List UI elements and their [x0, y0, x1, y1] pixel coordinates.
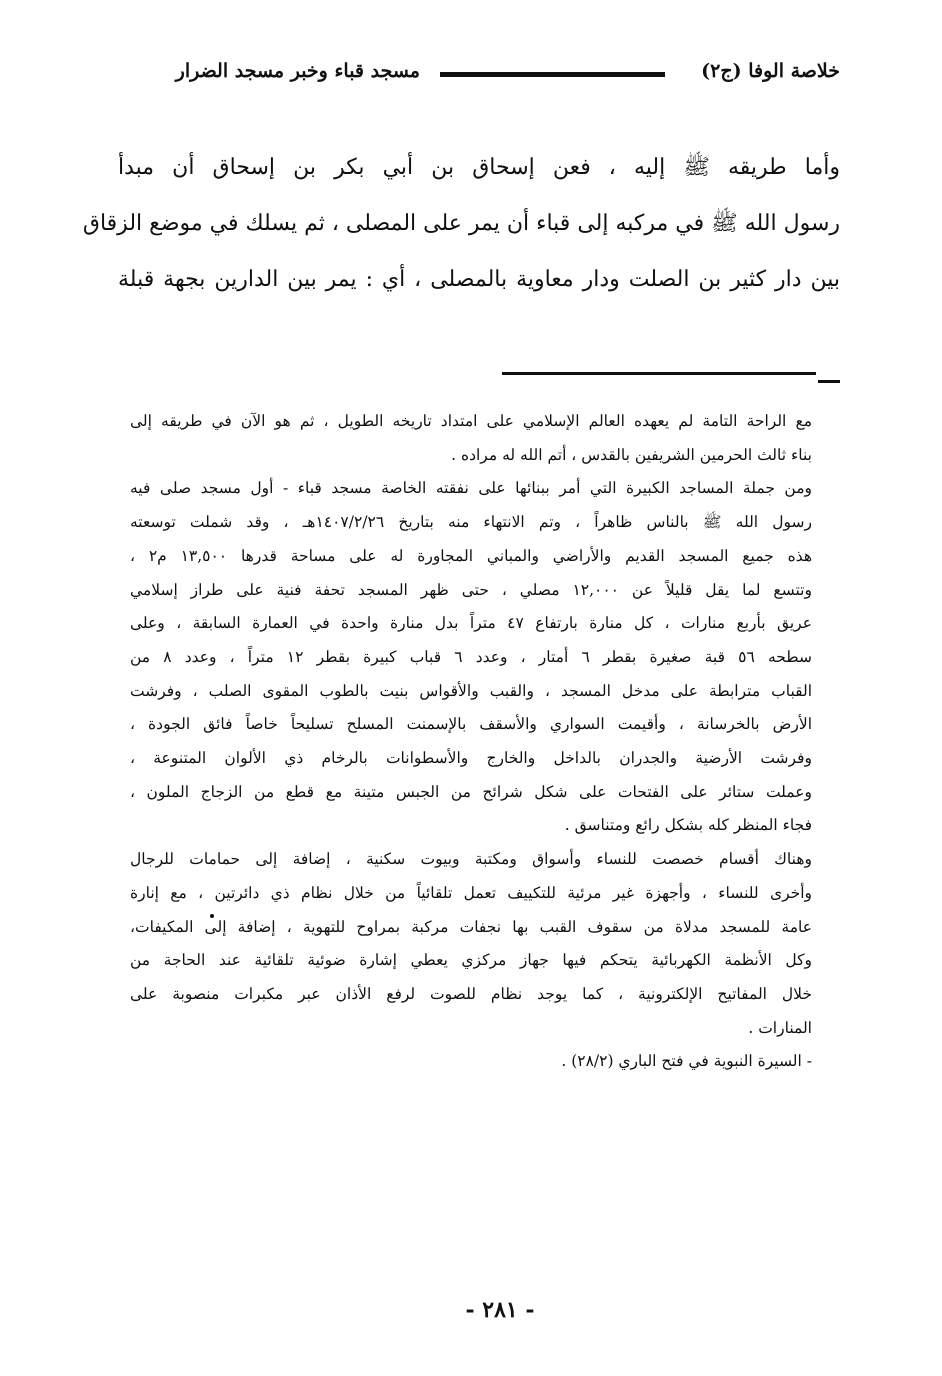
footnote-line: بناء ثالث الحرمين الشريفين بالقدس ، أتم الله له مراده .	[451, 445, 812, 464]
footnote-line: وعملت ستائر على الفتحات على شكل شرائح من الجبس متينة مع قطع من الزجاج الملون ،	[130, 782, 812, 801]
footnote-line: رسول الله ﷺ بالناس ظاهراً ، وتم الانتهاء منه بتاريخ ١٤٠٧/٢/٢٦هـ ، وقد شملت توسعته	[130, 513, 812, 532]
footnote-line: وكل الأنظمة الكهربائية يتحكم فيها جهاز مركزي يعطي إشارة ضوئية تلقائية عند الحاجة من	[130, 951, 812, 970]
main-text-line: وأما طريقه ﷺ إليه ، فعن إسحاق بن أبي بكر بن إسحاق أن مبدأ	[118, 155, 840, 180]
main-text-line: بين دار كثير بن الصلت ودار معاوية بالمصلى ، أي : يمر بين الدارين بجهة قبلة	[118, 267, 840, 292]
header-rule	[440, 72, 665, 77]
footnote-source-line: - السيرة النبوية في فتح الباري (٢٨/٢) .	[561, 1052, 812, 1071]
footnote-separator	[502, 372, 816, 375]
footnote-line: وتتسع لما يقل قليلاً عن ١٢,٠٠٠ مصلي ، حتى ظهر المسجد تحفة فنية على طراز إسلامي	[130, 580, 812, 599]
footnote-line: وفرشت الأرضية والجدران بالداخل والخارج والأسطوانات بالرخام ذي الألوان المتنوعة ،	[130, 749, 812, 768]
footnote-line: خلال المفاتيح الإلكترونية ، كما يوجد نظام للصوت لرفع الأذان عبر مكبرات منصوبة على	[130, 984, 812, 1003]
footnote-dash	[818, 380, 840, 383]
main-text	[82, 140, 840, 308]
page-number: - ٢٨١ -	[465, 1297, 535, 1323]
footnote-line: ومن جملة المساجد الكبيرة التي أمر ببنائها على نفقته الخاصة مسجد قباء - أول مسجد صلى فيه	[130, 479, 812, 498]
book-title: خلاصة الوفا (ج٢)	[701, 60, 840, 82]
footnote-line: هذه جميع المسجد القديم والأراضي والمباني المجاورة له على مساحة قدرها ١٣,٥٠٠ م٢ ،	[130, 546, 812, 565]
footnote-line: المنارات .	[748, 1018, 812, 1037]
footnote-line: عامة للمسجد مدلاة من سقوف القبب بها نجفات مركبة بمراوح للتهوية ، إضافة إلى المكيفات،	[130, 917, 812, 936]
footnote-line: عريق بأربع منارات ، كل منارة بارتفاع ٤٧ متراً بدل منارة واحدة في العمارة السابقة ، وعلى	[130, 614, 812, 633]
footnote-line: القباب مترابطة على مدخل المسجد ، والقبب والأقواس بنيت بالطوب المقوى الصلب ، وفرشت	[130, 681, 812, 700]
footnote-line: سطحه ٥٦ قبة صغيرة بقطر ٦ أمتار ، وعدد ٦ قباب كبيرة بقطر ١٢ متراً ، وعدد ٨ من	[130, 647, 812, 666]
footnote-line: الأرض بالخرسانة ، وأقيمت السواري والأسقف بالإسمنت المسلح تسليحاً خاصاً فائق الجودة ،	[130, 715, 812, 734]
running-header	[120, 60, 840, 88]
stray-dot	[210, 914, 214, 918]
main-text-line: رسول الله ﷺ في مركبه إلى قباء أن يمر على المصلى ، ثم يسلك في موضع الزقاق	[82, 211, 840, 236]
footnotes	[130, 405, 812, 1079]
footnote-line: مع الراحة التامة لم يعهده العالم الإسلامي على امتداد تاريخه الطويل ، ثم هو الآن في طريقه إلى	[130, 412, 812, 430]
chapter-title: مسجد قباء وخبر مسجد الضرار	[175, 60, 420, 82]
footnote-line: وهناك أقسام خصصت للنساء وأسواق ومكتبة وبيوت سكنية ، إضافة إلى حمامات للرجال	[130, 850, 812, 869]
footnote-line: وأخرى للنساء ، وأجهزة غير مرئية للتكييف تعمل تلقائياً من خلال نظام ذي دائرتين ، مع إنارة	[130, 883, 812, 902]
footnote-line: فجاء المنظر كله بشكل رائع ومتناسق .	[564, 816, 812, 835]
